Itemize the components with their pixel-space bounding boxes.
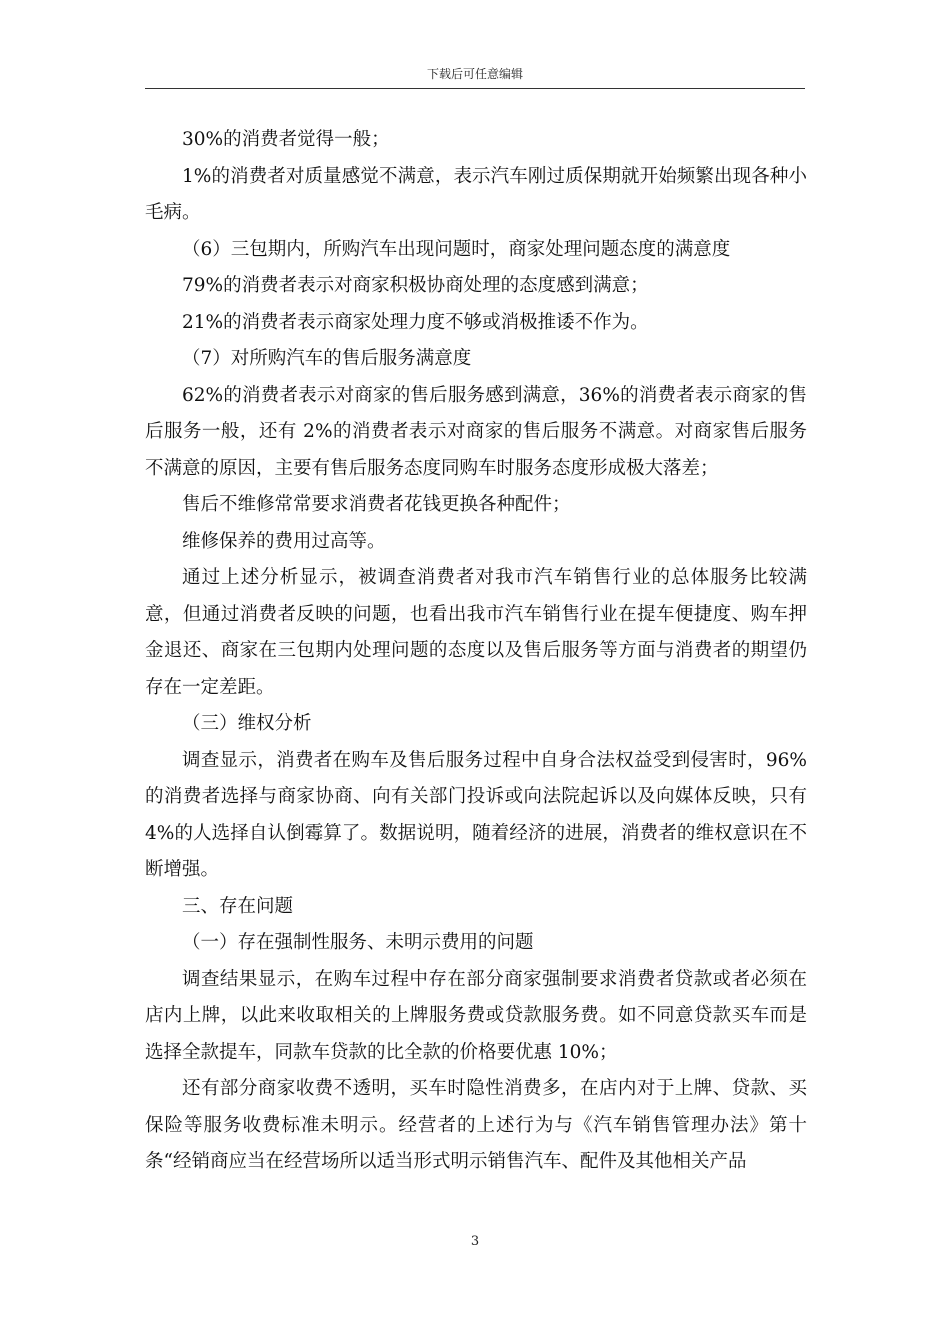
paragraph: 21%的消费者表示商家处理力度不够或消极推诿不作为。 (182, 311, 649, 333)
paragraph: 售后不维修常常要求消费者花钱更换各种配件； (182, 494, 571, 515)
chapter-heading: 三、存在问题 (182, 895, 294, 917)
paragraph: 还有部分商家收费不透明，买车时隐性消费多，在店内对于上牌、贷款、买保险等服务收费标准未明示。经营者的上述行为与《汽车销售管理办法》第十条“经销商应当在经营场所以适当形式明示销售汽车、配件及其他相关产品 (145, 1078, 807, 1172)
section-heading: （6）三包期内，所购汽车出现问题时，商家处理问题态度的满意度 (182, 238, 731, 260)
paragraph: 79%的消费者表示对商家积极协商处理的态度感到满意； (182, 275, 649, 296)
paragraph: 调查结果显示，在购车过程中存在部分商家强制要求消费者贷款或者必须在店内上牌，以此来收取相关的上牌服务费或贷款服务费。如不同意贷款买车而是选择全款提车，同款车贷款的比全款的价格要优惠 10%； (145, 968, 807, 1063)
paragraph: 维修保养的费用过高等。 (182, 530, 386, 552)
paragraph: 通过上述分析显示，被调查消费者对我市汽车销售行业的总体服务比较满意，但通过消费者反映的问题，也看出我市汽车销售行业在提车便捷度、购车押金退还、商家在三包期内处理问题的态度以及售后服务等方面与消费者的期望仍存在一定差距。 (145, 567, 807, 698)
paragraph: 1%的消费者对质量感觉不满意，表示汽车刚过质保期就开始频繁出现各种小毛病。 (145, 165, 807, 223)
page-number: 3 (470, 1234, 480, 1249)
paragraph: 调查显示，消费者在购车及售后服务过程中自身合法权益受到侵害时，96%的消费者选择与商家协商、向有关部门投诉或向法院起诉以及向媒体反映，只有 4%的人选择自认倒霉算了。数据说明，随着经济的进展，消费者的维权意识在不断增强。 (145, 749, 807, 880)
paragraph: 62%的消费者表示对商家的售后服务感到满意，36%的消费者表示商家的售后服务一般，还有 2%的消费者表示对商家的售后服务不满意。对商家售后服务不满意的原因，主要有售后服务态度同购车时服务态度形成极大落差； (145, 384, 807, 479)
section-heading: （7）对所购汽车的售后服务满意度 (182, 348, 472, 369)
page-header: 下载后可任意编辑 (426, 67, 523, 81)
section-heading: （一）存在强制性服务、未明示费用的问题 (182, 932, 534, 953)
header-divider (145, 88, 805, 89)
section-heading: （三）维权分析 (182, 713, 312, 734)
document-body (145, 122, 807, 1181)
paragraph: 30%的消费者觉得一般； (182, 129, 390, 150)
